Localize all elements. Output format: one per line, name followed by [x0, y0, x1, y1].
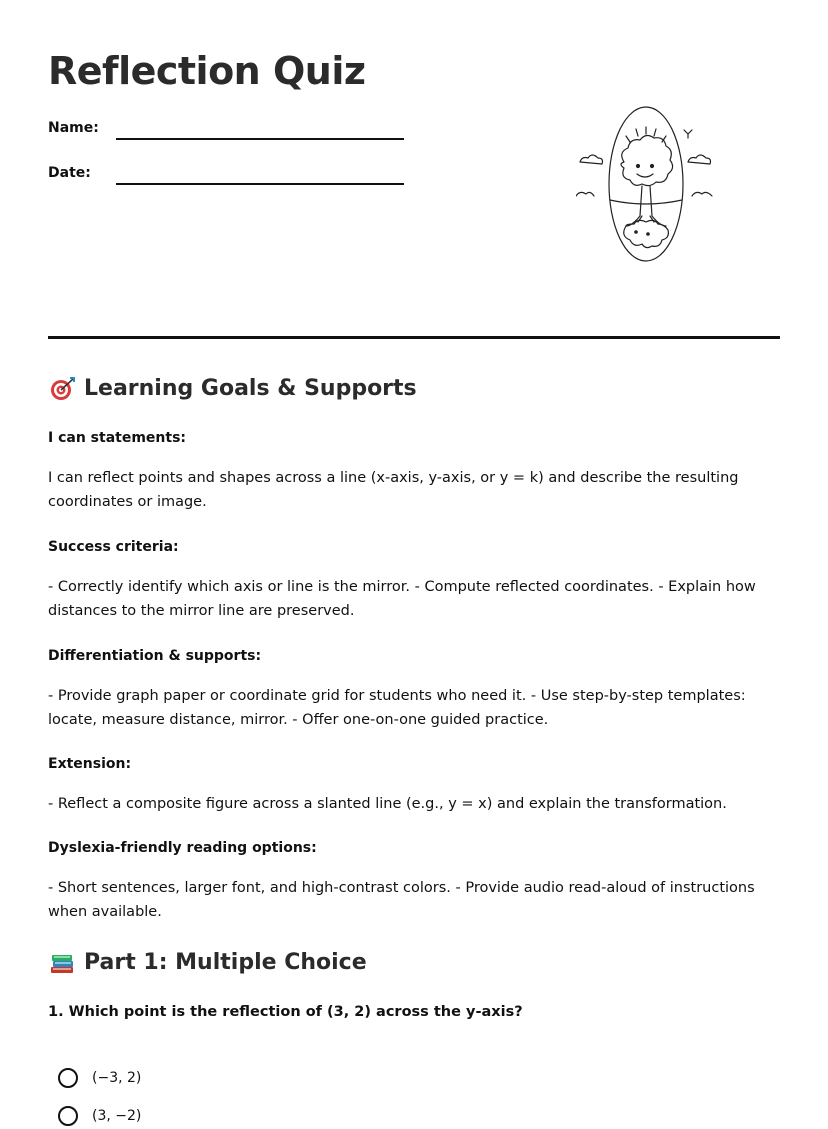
name-blank-line[interactable] [116, 138, 404, 140]
i-can-text: I can reflect points and shapes across a line (x-axis, y-axis, or y = k) and describe the resulting coordinates or image. [48, 470, 739, 510]
differentiation-label: Differentiation & supports: [48, 648, 262, 664]
radio-circle[interactable] [58, 1068, 78, 1088]
q1-option-b[interactable] [58, 1103, 141, 1129]
question-1: 1. Which point is the reflection of (3, 2) across the y-axis? [48, 1004, 523, 1020]
dyslexia-options-label: Dyslexia-friendly reading options: [48, 840, 317, 856]
radio-circle[interactable] [58, 1106, 78, 1126]
differentiation-text: - Provide graph paper or coordinate grid for students who need it. - Use step-by-step templates: locate, measure distance, mirror. - Offer one-on-one guided practice. [48, 688, 746, 728]
extension-label: Extension: [48, 756, 132, 772]
i-can-label: I can statements: [48, 430, 187, 446]
part1-heading [48, 948, 367, 978]
dyslexia-options-text: - Short sentences, larger font, and high-contrast colors. - Provide audio read-aloud of instructions when available. [48, 880, 755, 920]
tree-mirror-illustration [576, 104, 716, 266]
name-label: Name: [48, 120, 99, 136]
extension-text: - Reflect a composite figure across a slanted line (e.g., y = x) and explain the transformation. [48, 796, 727, 812]
date-blank-line[interactable] [116, 183, 404, 185]
books-icon [48, 949, 76, 977]
section-divider [48, 336, 780, 339]
q1-option-a[interactable] [58, 1065, 141, 1091]
learning-goals-heading [48, 374, 417, 404]
success-criteria-text: - Correctly identify which axis or line is the mirror. - Compute reflected coordinates. - Explain how distances to the mirror line are preserved. [48, 579, 756, 619]
q1-option-b-label: (3, −2) [92, 1108, 142, 1124]
date-label: Date: [48, 165, 91, 181]
date-field[interactable] [48, 163, 408, 187]
success-criteria-label: Success criteria: [48, 539, 179, 555]
page-title: Reflection Quiz [48, 49, 366, 93]
target-icon [48, 375, 76, 403]
part1-heading-text: Part 1: Multiple Choice [84, 950, 367, 975]
learning-goals-heading-text: Learning Goals & Supports [84, 376, 417, 401]
q1-option-a-label: (−3, 2) [92, 1070, 142, 1086]
name-field[interactable] [48, 118, 408, 142]
